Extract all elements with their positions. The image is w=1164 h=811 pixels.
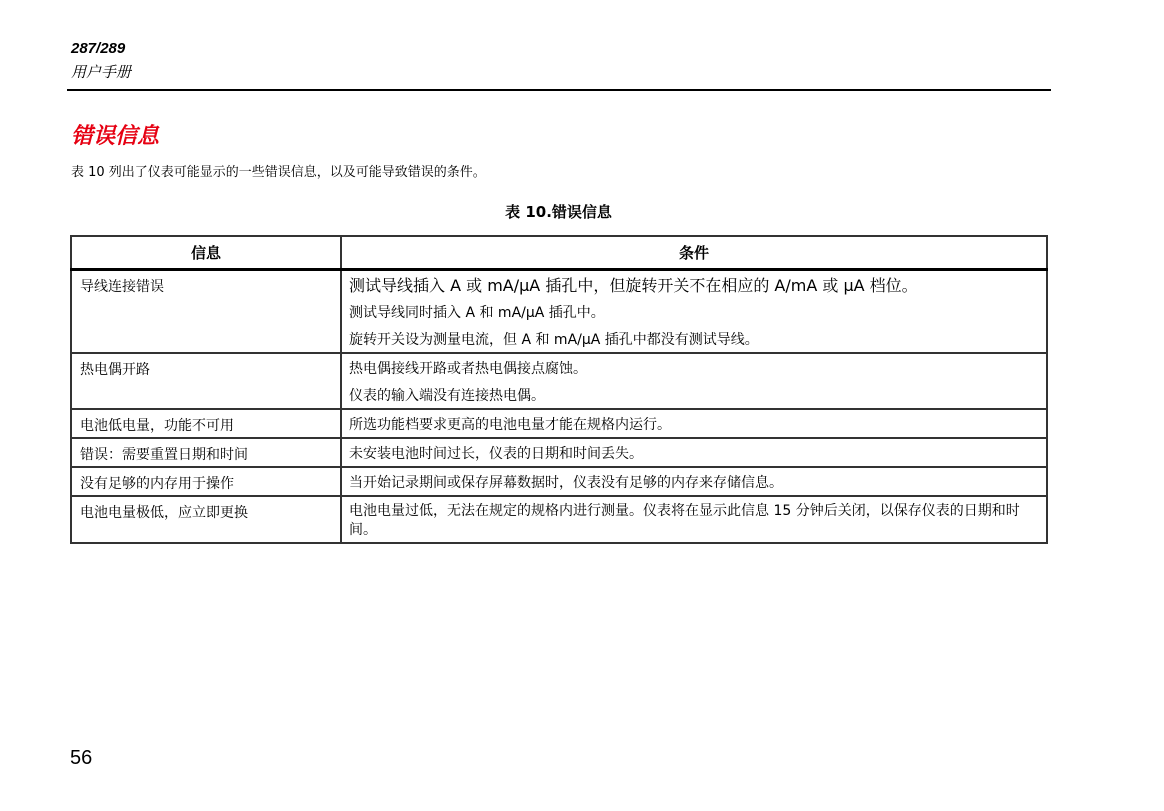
table-row bbox=[71, 409, 1047, 438]
condition-cell bbox=[341, 438, 1047, 467]
table-row bbox=[71, 353, 1047, 409]
info-cell: 热电偶开路 bbox=[71, 353, 341, 409]
error-messages-table bbox=[70, 235, 1048, 544]
condition-line: 仪表的输入端没有连接热电偶。 bbox=[349, 388, 545, 404]
table-header-row bbox=[71, 236, 1047, 270]
table-row bbox=[71, 467, 1047, 496]
condition-line: 未安装电池时间过长，仪表的日期和时间丢失。 bbox=[349, 446, 643, 462]
column-header-condition: 条件 bbox=[341, 236, 1047, 270]
table-row bbox=[71, 438, 1047, 467]
condition-line: 所选功能档要求更高的电池电量才能在规格内运行。 bbox=[349, 417, 671, 433]
info-cell: 电池电量极低，应立即更换 bbox=[71, 496, 341, 543]
intro-paragraph: 表 10 列出了仪表可能显示的一些错误信息，以及可能导致错误的条件。 bbox=[71, 165, 486, 180]
manual-subtitle: 用户手册 bbox=[71, 63, 132, 81]
condition-line: 测试导线同时插入 A 和 mA/μA 插孔中。 bbox=[349, 305, 605, 321]
column-header-info: 信息 bbox=[71, 236, 341, 270]
header-divider bbox=[67, 89, 1051, 91]
condition-cell bbox=[341, 353, 1047, 409]
page-number: 56 bbox=[70, 747, 93, 769]
condition-cell bbox=[341, 496, 1047, 543]
condition-cell bbox=[341, 467, 1047, 496]
condition-line: 热电偶接线开路或者热电偶接点腐蚀。 bbox=[349, 361, 587, 377]
condition-cell bbox=[341, 409, 1047, 438]
condition-line: 旋转开关设为测量电流，但 A 和 mA/μA 插孔中都没有测试导线。 bbox=[349, 332, 759, 348]
section-title: 错误信息 bbox=[71, 124, 160, 149]
manual-model: 287/289 bbox=[71, 40, 126, 57]
info-cell: 没有足够的内存用于操作 bbox=[71, 467, 341, 496]
condition-line: 电池电量过低，无法在规定的规格内进行测量。仪表将在显示此信息 15 分钟后关闭，以保存仪表的日期和时间。 bbox=[349, 503, 1020, 538]
info-cell: 电池低电量，功能不可用 bbox=[71, 409, 341, 438]
table-row bbox=[71, 496, 1047, 543]
condition-line: 当开始记录期间或保存屏幕数据时，仪表没有足够的内存来存储信息。 bbox=[349, 475, 783, 491]
info-cell: 错误：需要重置日期和时间 bbox=[71, 438, 341, 467]
condition-line: 测试导线插入 A 或 mA/μA 插孔中，但旋转开关不在相应的 A/mA 或 μA 档位。 bbox=[349, 276, 918, 295]
table-caption: 表 10.错误信息 bbox=[505, 203, 612, 221]
condition-cell bbox=[341, 270, 1047, 354]
table-row bbox=[71, 270, 1047, 354]
info-cell: 导线连接错误 bbox=[71, 270, 341, 354]
